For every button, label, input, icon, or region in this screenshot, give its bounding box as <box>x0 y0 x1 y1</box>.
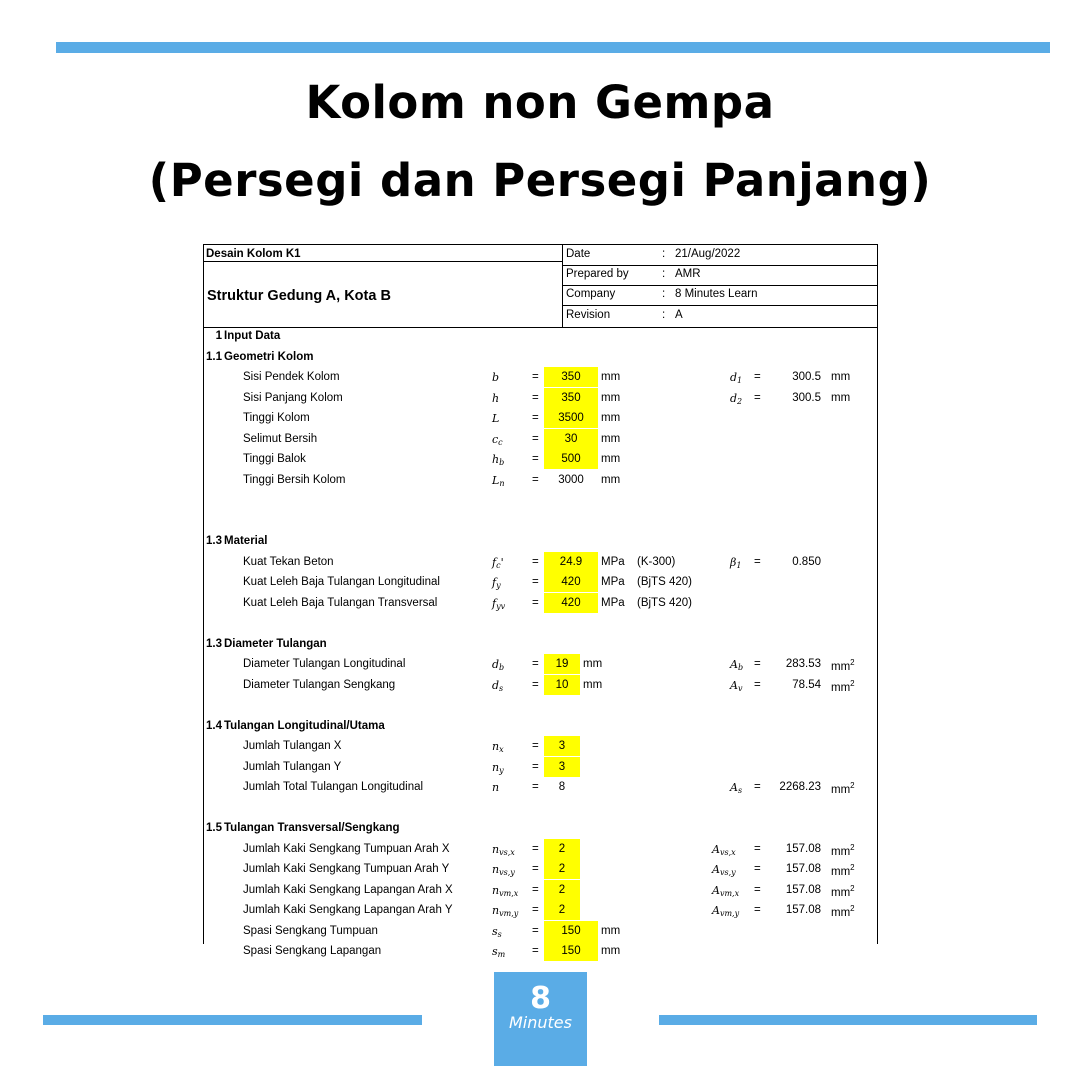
result-equals: = <box>754 678 761 691</box>
meta-prepared-by: Prepared by : AMR <box>563 265 877 286</box>
row-label: Diameter Tulangan Sengkang <box>243 678 396 691</box>
row-value: 150 <box>561 924 581 937</box>
table-row <box>204 736 877 756</box>
result-value: 157.08 <box>785 842 821 855</box>
table-row <box>204 429 877 449</box>
row-unit: MPa <box>601 576 625 588</box>
result-symbol: $A_{vs,y}$ <box>712 863 736 877</box>
row-value: 350 <box>561 391 581 404</box>
equals-sign: = <box>532 658 539 670</box>
table-row <box>204 470 877 490</box>
result-value: 0.850 <box>792 555 821 568</box>
table-row <box>204 839 877 859</box>
section-header <box>204 326 877 346</box>
result-symbol: $A_{vm,x}$ <box>712 883 740 898</box>
result-unit-sup: 2 <box>850 658 855 667</box>
section-number: 1 <box>215 330 222 342</box>
row-value: 3500 <box>558 412 584 424</box>
result-unit: mm <box>831 391 851 404</box>
row-label: Spasi Sengkang Lapangan <box>243 945 382 957</box>
row-label: Kuat Tekan Beton <box>243 555 334 568</box>
result-value: 300.5 <box>792 391 821 404</box>
row-symbol: $n_x$ <box>492 740 504 754</box>
result-symbol-sub: vs,y <box>719 868 736 877</box>
row-symbol-sub: vs,y <box>499 868 515 877</box>
result-unit: $mm^2$ <box>831 883 855 899</box>
table-row <box>204 859 877 879</box>
row-value: 2 <box>558 883 566 896</box>
result-equals: = <box>754 781 761 793</box>
result-symbol-sub: vm,x <box>719 888 740 898</box>
row-unit: mm <box>601 391 621 404</box>
table-row <box>204 921 877 941</box>
result-unit: $mm^2$ <box>831 781 855 796</box>
result-symbol: $A_s$ <box>730 781 743 795</box>
row-label: Jumlah Tulangan Y <box>243 760 342 773</box>
equals-sign: = <box>532 781 539 793</box>
row-value: 3 <box>558 740 566 752</box>
row-unit: MPa <box>601 555 625 568</box>
row-symbol: L <box>492 412 500 425</box>
row-symbol: $s_m$ <box>492 945 506 959</box>
row-symbol: $f_c'$ <box>492 555 504 570</box>
result-unit-sup: 2 <box>850 781 855 790</box>
section-number: 1.5 <box>206 822 222 834</box>
row-label: Sisi Pendek Kolom <box>243 371 340 383</box>
page-subtitle: (Persegi dan Persegi Panjang) <box>148 154 932 207</box>
table-row <box>204 900 877 920</box>
equals-sign: = <box>532 740 539 752</box>
table-row <box>204 388 877 408</box>
row-symbol-sub: m <box>497 950 506 959</box>
result-equals: = <box>754 555 761 568</box>
result-symbol-sub: v <box>737 683 743 693</box>
meta-revision: Revision : A <box>566 309 683 321</box>
row-symbol-sub: y <box>499 765 504 775</box>
meta-date: Date : 21/Aug/2022 <box>563 245 877 266</box>
result-equals: = <box>754 842 761 855</box>
section-title: Tulangan Longitudinal/Utama <box>224 719 385 732</box>
row-value: 3 <box>558 760 566 773</box>
equals-sign: = <box>532 883 539 896</box>
section-number: 1.3 <box>206 637 222 650</box>
equals-sign: = <box>532 863 539 875</box>
result-value: 78.54 <box>792 678 821 691</box>
result-unit: $mm^2$ <box>831 678 855 694</box>
equals-sign: = <box>532 945 539 957</box>
result-symbol: $A_{vs,x}$ <box>712 842 736 857</box>
brand-logo: 8 Minutes <box>494 972 587 1066</box>
row-label: Jumlah Total Tulangan Longitudinal <box>243 781 424 793</box>
meta-company: Company : 8 Minutes Learn <box>563 285 877 306</box>
result-symbol: $d_2$ <box>730 391 743 406</box>
table-row <box>204 675 877 695</box>
row-unit: mm <box>583 658 603 670</box>
design-code: Desain Kolom K1 <box>206 248 301 260</box>
row-value: 24.9 <box>559 555 583 568</box>
row-symbol-sub: yv <box>496 601 506 611</box>
row-value: 19 <box>555 658 569 670</box>
row-value: 420 <box>561 576 581 588</box>
top-accent-bar <box>56 42 1050 53</box>
row-symbol: $d_s$ <box>492 678 504 693</box>
section-title: Tulangan Transversal/Sengkang <box>224 822 400 834</box>
equals-sign: = <box>532 473 539 486</box>
result-value: 300.5 <box>792 371 821 383</box>
bottom-left-bar <box>43 1015 422 1025</box>
table-row <box>204 367 877 387</box>
row-unit: mm <box>601 473 621 486</box>
result-value: 157.08 <box>785 863 821 875</box>
result-symbol-sub: vm,y <box>719 909 740 918</box>
equals-sign: = <box>532 842 539 855</box>
row-symbol: $n_{vm,y}$ <box>492 904 519 918</box>
result-symbol: $A_b$ <box>730 658 744 672</box>
row-unit: mm <box>583 678 603 691</box>
row-symbol: $h_b$ <box>492 453 505 467</box>
row-label: Tinggi Kolom <box>243 412 310 424</box>
row-label: Tinggi Balok <box>243 453 306 465</box>
equals-sign: = <box>532 576 539 588</box>
row-unit: mm <box>601 432 621 445</box>
result-symbol: $\beta_1$ <box>730 555 742 570</box>
row-unit: mm <box>601 924 621 937</box>
result-unit-sup: 2 <box>850 863 855 872</box>
row-unit: mm <box>601 453 621 465</box>
result-equals: = <box>754 658 761 670</box>
equals-sign: = <box>532 596 539 609</box>
row-value: 420 <box>561 596 581 609</box>
row-unit: mm <box>601 945 621 957</box>
row-value: 2 <box>558 904 566 916</box>
row-label: Selimut Bersih <box>243 432 318 445</box>
row-symbol-sub: vs,x <box>499 847 515 857</box>
result-symbol-sub: 1 <box>736 560 742 570</box>
row-value: 3000 <box>558 473 584 486</box>
row-symbol: $f_{yv}$ <box>492 596 506 611</box>
row-unit: mm <box>601 412 621 424</box>
table-row <box>204 593 877 613</box>
row-symbol-sub: c <box>496 560 501 570</box>
result-value: 2268.23 <box>779 781 821 793</box>
result-unit-sup: 2 <box>850 883 855 893</box>
table-row <box>204 449 877 469</box>
table-row <box>204 880 877 900</box>
result-unit-sup: 2 <box>850 904 855 913</box>
result-symbol: $A_v$ <box>730 678 743 693</box>
section-title: Geometri Kolom <box>224 350 314 363</box>
row-unit: mm <box>601 371 621 383</box>
row-symbol-sub: s <box>497 929 502 939</box>
row-symbol: h <box>492 391 500 405</box>
row-note: (BjTS 420) <box>637 596 692 609</box>
row-symbol-sub: y <box>496 581 501 590</box>
row-label: Jumlah Tulangan X <box>243 740 342 752</box>
row-symbol-sub: vm,y <box>499 909 519 918</box>
result-unit-sup: 2 <box>850 678 855 688</box>
row-label: Jumlah Kaki Sengkang Lapangan Arah X <box>243 883 453 896</box>
result-equals: = <box>754 863 761 875</box>
result-equals: = <box>754 883 761 896</box>
row-symbol: $s_s$ <box>492 924 502 939</box>
spreadsheet <box>203 244 878 959</box>
equals-sign: = <box>532 371 539 383</box>
row-symbol: $n_{vs,x}$ <box>492 842 515 857</box>
bottom-right-bar <box>659 1015 1037 1025</box>
equals-sign: = <box>532 412 539 424</box>
result-symbol: $A_{vm,y}$ <box>712 904 740 918</box>
result-unit: $mm^2$ <box>831 842 855 858</box>
row-symbol: $c_c$ <box>492 432 503 447</box>
row-symbol: $n_{vs,y}$ <box>492 863 515 877</box>
result-symbol-sub: 1 <box>737 376 743 385</box>
row-symbol: $n_{vm,x}$ <box>492 883 519 898</box>
row-symbol: b <box>492 371 500 384</box>
table-row <box>204 408 877 428</box>
row-value: 350 <box>561 371 581 383</box>
row-value: 500 <box>561 453 581 465</box>
project-name: Struktur Gedung A, Kota B <box>207 288 391 304</box>
row-label: Kuat Leleh Baja Tulangan Transversal <box>243 596 438 609</box>
row-label: Jumlah Kaki Sengkang Lapangan Arah Y <box>243 904 453 916</box>
row-label: Diameter Tulangan Longitudinal <box>243 658 406 670</box>
result-equals: = <box>754 904 761 916</box>
row-symbol-sub: vm,x <box>499 888 519 898</box>
row-symbol-sub: x <box>499 745 504 754</box>
table-row <box>204 572 877 592</box>
row-label: Tinggi Bersih Kolom <box>243 473 346 486</box>
result-equals: = <box>754 371 761 383</box>
row-symbol-sub: b <box>499 458 505 467</box>
row-value: 2 <box>558 863 566 875</box>
page-title: Kolom non Gempa <box>305 76 775 129</box>
equals-sign: = <box>532 555 539 568</box>
equals-sign: = <box>532 924 539 937</box>
row-symbol: $L_n$ <box>492 473 505 488</box>
equals-sign: = <box>532 453 539 465</box>
result-unit: $mm^2$ <box>831 863 855 878</box>
row-symbol: $d_b$ <box>492 658 505 672</box>
result-symbol-sub: vs,x <box>719 847 736 857</box>
section-title: Material <box>224 535 268 547</box>
result-value: 157.08 <box>785 904 821 916</box>
section-header <box>204 716 877 736</box>
equals-sign: = <box>532 432 539 445</box>
row-symbol-sub: c <box>498 437 503 447</box>
row-symbol-sub: n <box>499 478 505 488</box>
row-symbol: $f_y$ <box>492 576 501 590</box>
section-number: 1.3 <box>206 535 222 547</box>
row-label: Jumlah Kaki Sengkang Tumpuan Arah Y <box>243 863 450 875</box>
row-symbol-sub: b <box>499 663 505 672</box>
equals-sign: = <box>532 678 539 691</box>
equals-sign: = <box>532 760 539 773</box>
result-unit: $mm^2$ <box>831 904 855 919</box>
row-unit: MPa <box>601 596 625 609</box>
section-title: Input Data <box>224 330 281 342</box>
row-label: Jumlah Kaki Sengkang Tumpuan Arah X <box>243 842 450 855</box>
result-unit: mm <box>831 371 851 383</box>
row-value: 8 <box>558 781 566 793</box>
row-value: 2 <box>558 842 566 855</box>
row-symbol-sub: s <box>499 683 504 693</box>
row-note: (BjTS 420) <box>637 576 692 588</box>
section-header <box>204 531 877 551</box>
row-label: Sisi Panjang Kolom <box>243 391 343 404</box>
equals-sign: = <box>532 904 539 916</box>
result-unit-sup: 2 <box>850 842 855 852</box>
row-label: Spasi Sengkang Tumpuan <box>243 924 378 937</box>
row-symbol: $n_y$ <box>492 760 504 775</box>
row-value: 30 <box>564 432 578 445</box>
table-row <box>204 941 877 961</box>
result-equals: = <box>754 391 761 404</box>
result-symbol-sub: b <box>737 663 744 672</box>
row-value: 10 <box>555 678 569 691</box>
result-value: 157.08 <box>785 883 821 896</box>
section-number: 1.1 <box>206 350 222 363</box>
section-header <box>204 818 877 838</box>
table-row <box>204 757 877 777</box>
equals-sign: = <box>532 391 539 404</box>
result-value: 283.53 <box>785 658 821 670</box>
section-header <box>204 347 877 367</box>
section-title: Diameter Tulangan <box>224 637 327 650</box>
section-number: 1.4 <box>206 719 222 732</box>
result-symbol: $d_1$ <box>730 371 743 385</box>
row-symbol: n <box>492 781 500 794</box>
row-value: 150 <box>561 945 581 957</box>
table-row <box>204 777 877 797</box>
result-unit: $mm^2$ <box>831 658 855 673</box>
row-label: Kuat Leleh Baja Tulangan Longitudinal <box>243 576 440 588</box>
table-row <box>204 654 877 674</box>
section-header <box>204 634 877 654</box>
table-row <box>204 552 877 572</box>
sheet-header <box>204 244 877 328</box>
result-symbol-sub: 2 <box>737 396 743 406</box>
result-symbol-sub: s <box>737 786 743 795</box>
row-note: (K-300) <box>637 555 676 568</box>
